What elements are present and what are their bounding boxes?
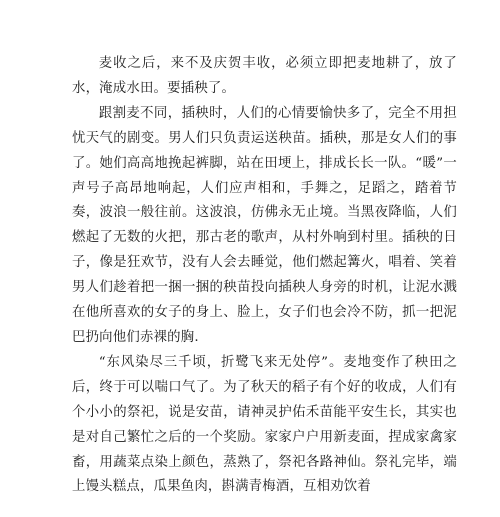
paragraph-2: 跟割麦不同，插秧时，人们的心情要愉快多了，完全不用担忧天气的剧变。男人们只负责运送秧苗。插秧，那是女人们的事了。她们高高地挽起裤脚，站在田埂上，排成长长一队。“暖”一声号子高昂地响起，人们应声相和，手舞之，足蹈之，踏着节奏，波浪一般往前。这波浪，仿佛永无止境。当黑夜降临，人们燃起了无数的火把，那古老的歌声，从村外响到村里。插秧的日子，像是狂欢节，没有人会去睡觉，他们燃起篝火，唱着、笑着男人们趁着把一捆一捆的秧苗投向插秧人身旁的时机，让泥水溅在他所喜欢的女子的身上、脸上，女子们也会冷不防，抓一把泥巴扔向他们赤裸的胸. bbox=[72, 105, 457, 345]
paragraph-3: “东风染尽三千顷，折鹭飞来无处停”。麦地变作了秧田之后，终于可以喘口气了。为了秋天的稻子有个好的收成，人们有个小小的祭祀，说是安苗，请神灵护佑禾苗能平安生长，其实也是对自己繁忙之后的一个奖励。家家户户用新麦面，捏成家禽家畜，用蔬菜点染上颜色，蒸熟了，祭祀各路神仙。祭礼完毕，端上馒头糕点，瓜果鱼肉，斟满青梅酒，互相劝饮着 bbox=[72, 354, 457, 495]
paragraph-1: 麦收之后，来不及庆贺丰收，必须立即把麦地耕了，放了水，淹成水田。要插秧了。 bbox=[72, 56, 457, 96]
